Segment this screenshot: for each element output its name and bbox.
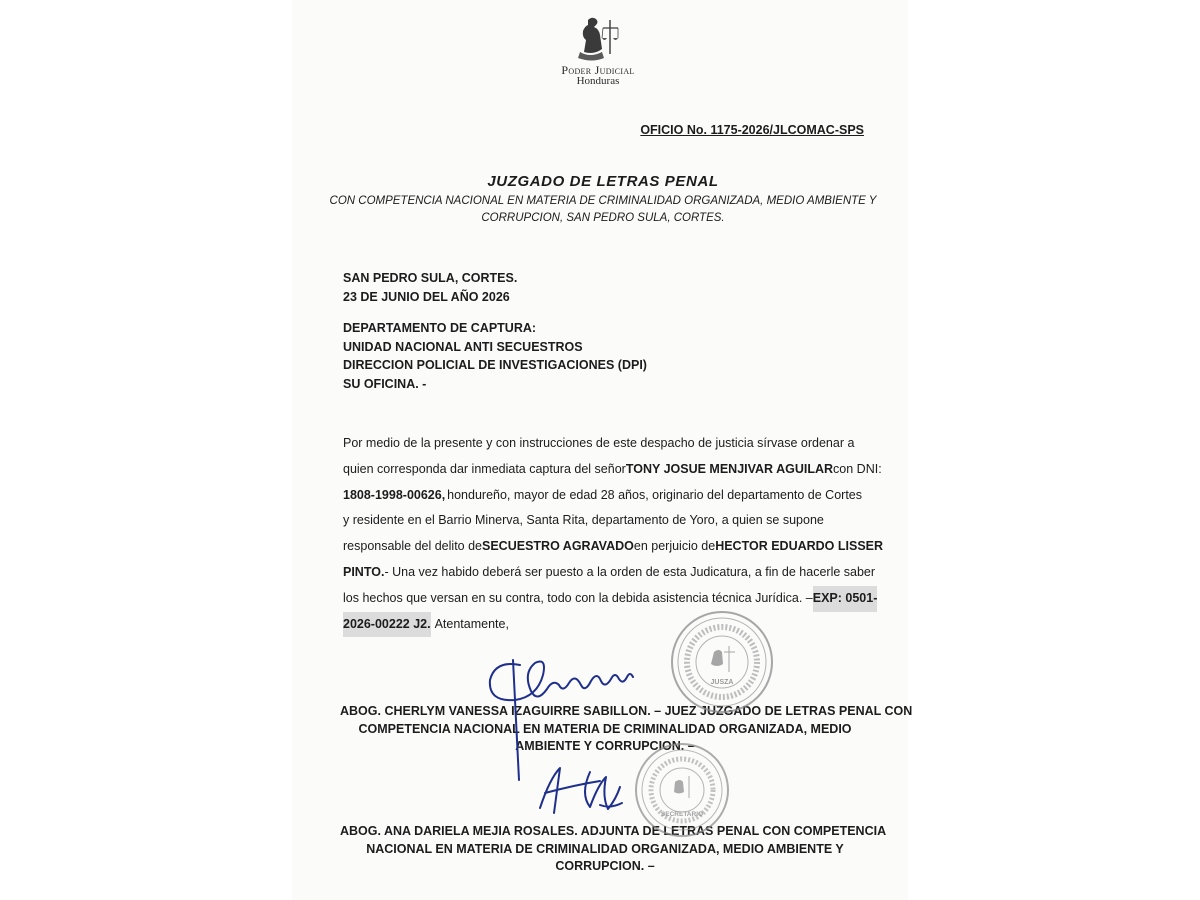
body-text: - Una vez habido deberá ser puesto a la orden de esta Judicatura, a fin de hacerle saber xyxy=(384,564,876,579)
oficio-number: OFICIO No. 1175-2026/JLCOMAC-SPS xyxy=(640,123,864,137)
closing-text: Atentamente, xyxy=(434,616,509,631)
body-line xyxy=(343,534,884,560)
recipient-line: SU OFICINA. - xyxy=(343,376,427,391)
body-text: hondureño, mayor de edad 28 años, originario del departamento de Cortes xyxy=(447,487,862,502)
body-text: y residente en el Barrio Minerva, Santa Rita, departamento de Yoro, a quien se supone xyxy=(343,513,824,528)
body-line xyxy=(343,483,862,509)
city-line: SAN PEDRO SULA, CORTES. xyxy=(343,271,518,285)
court-subtitle-line: CON COMPETENCIA NACIONAL EN MATERIA DE CRIMINALIDAD ORGANIZADA, MEDIO AMBIENTE Y xyxy=(329,195,877,207)
body-text: Por medio de la presente y con instrucciones de este despacho de justicia sírvase ordenar a xyxy=(343,436,855,450)
recipient-line: UNIDAD NACIONAL ANTI SECUESTROS xyxy=(343,339,583,354)
body-text: responsable del delito de xyxy=(343,539,482,554)
body-line xyxy=(343,508,862,534)
body-line xyxy=(343,612,862,638)
adjunct-signature-block xyxy=(340,823,887,876)
signatory-line: ABOG. ANA DARIELA MEJIA ROSALES. ADJUNTA DE LETRAS PENAL CON COMPETENCIA xyxy=(340,824,887,838)
victim-name-cont: PINTO. xyxy=(343,564,385,579)
signatory-line: ABOG. CHERLYM VANESSA IZAGUIRRE SABILLON. – JUEZ JUZGADO DE LETRAS PENAL CON xyxy=(340,704,913,718)
place-date xyxy=(343,269,517,306)
secretary-seal-label: SECRETARIO xyxy=(660,811,704,818)
court-subtitle-line: CORRUPCION, SAN PEDRO SULA, CORTES. xyxy=(481,212,725,224)
case-number-cont: 2026-00222 J2. xyxy=(343,612,431,638)
signatory-line: NACIONAL EN MATERIA DE CRIMINALIDAD ORGANIZADA, MEDIO AMBIENTE Y xyxy=(366,841,844,856)
judge-signature-block xyxy=(340,703,913,756)
body-text: con DNI: xyxy=(833,461,882,476)
logo-subtitle: Honduras xyxy=(576,75,620,87)
body-line xyxy=(343,560,876,586)
body-text: en perjuicio de xyxy=(633,539,716,554)
poder-judicial-logo xyxy=(550,14,646,94)
recipient-line: DEPARTAMENTO DE CAPTURA: xyxy=(343,321,537,335)
logo-title: Poder Judicial xyxy=(561,63,635,77)
court-title: JUZGADO DE LETRAS PENAL xyxy=(487,173,719,190)
body-line xyxy=(343,457,882,483)
signatory-line: AMBIENTE Y CORRUPCION. – xyxy=(515,739,695,753)
justice-figure-scales-icon xyxy=(574,14,622,64)
recipient-block xyxy=(343,319,647,393)
case-number: EXP: 0501- xyxy=(813,586,878,612)
crime-name: SECUESTRO AGRAVADO xyxy=(482,539,634,554)
letter-body xyxy=(343,431,884,637)
court-subtitle xyxy=(320,193,886,227)
body-text: quien corresponda dar inmediata captura del señor xyxy=(343,461,626,476)
accused-name: TONY JOSUE MENJIVAR AGUILAR xyxy=(625,461,834,476)
signatory-line: COMPETENCIA NACIONAL EN MATERIA DE CRIMINALIDAD ORGANIZADA, MEDIO xyxy=(358,721,852,736)
body-line xyxy=(343,586,878,612)
body-text: los hechos que versan en su contra, todo con la debida asistencia técnica Jurídica. – xyxy=(343,590,813,605)
accused-dni: 1808-1998-00626, xyxy=(343,487,446,502)
recipient-line: DIRECCION POLICIAL DE INVESTIGACIONES (DPI) xyxy=(343,358,647,372)
court-seal-label: JUSZA xyxy=(710,679,734,686)
victim-name: HECTOR EDUARDO LISSER xyxy=(715,539,884,554)
signatory-line: CORRUPCION. – xyxy=(555,859,655,873)
date-line: 23 DE JUNIO DEL AÑO 2026 xyxy=(343,289,510,304)
body-line xyxy=(343,431,862,457)
